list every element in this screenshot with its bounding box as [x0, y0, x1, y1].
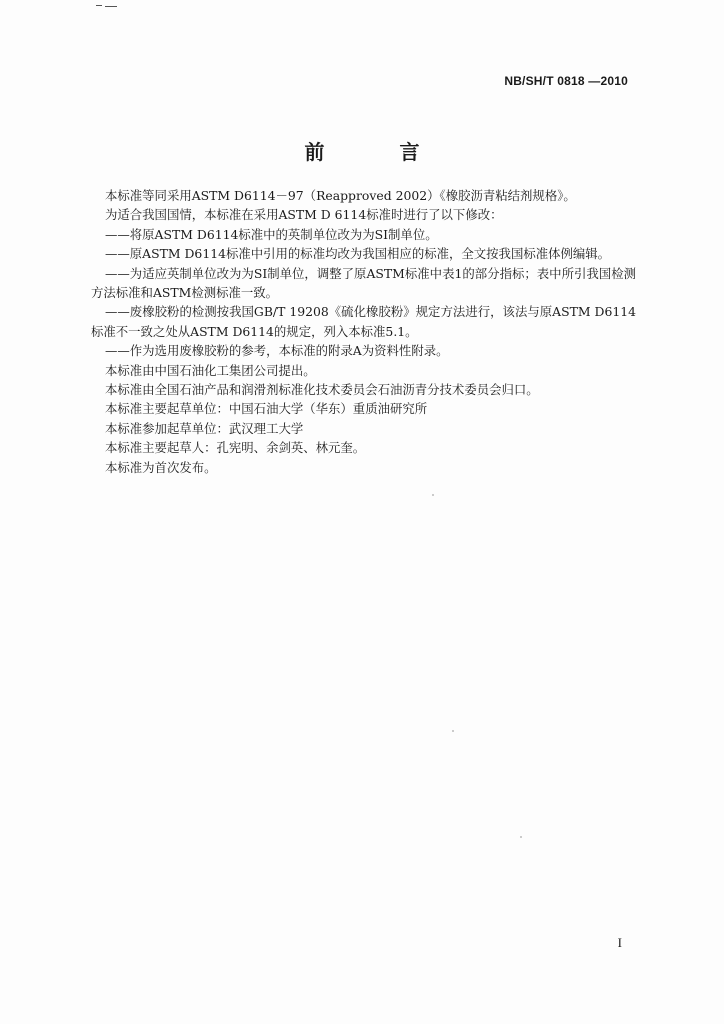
paragraph-proposer: 本标准由中国石油化工集团公司提出。 — [105, 362, 316, 378]
page-number: I — [617, 935, 622, 950]
paragraph-adoption: 本标准等同采用ASTM D6114－97（Reapproved 2002）《橡胶沥青粘结剂规格》。 — [105, 188, 576, 203]
paragraph-participating-unit: 本标准参加起草单位：武汉理工大学 — [105, 420, 304, 436]
paragraph-modification-references: ——原ASTM D6114标准中引用的标准均改为我国相应的标准，全文按我国标准体例编辑。 — [105, 246, 611, 262]
foreword-body — [91, 186, 636, 477]
standard-code: NB/SH/T 0818 —2010 — [504, 74, 628, 88]
paragraph-committee: 本标准由全国石油产品和润滑剂标准化技术委员会石油沥青分技术委员会归口。 — [105, 382, 539, 398]
scan-speck — [520, 836, 522, 838]
paragraph-modification-table: ——为适应英制单位改为为SI制单位，调整了原ASTM标准中表1的部分指标；表中所引我国检测方法标准和ASTM检测标准一致。 — [91, 265, 636, 301]
scan-artifact — [96, 4, 118, 8]
paragraph-modifications-intro: 为适合我国国情，本标准在采用ASTM D 6114标准时进行了以下修改： — [105, 207, 503, 223]
scan-speck — [432, 494, 434, 496]
page-title: 前 言 — [304, 140, 454, 164]
scan-speck — [452, 730, 454, 732]
paragraph-first-release: 本标准为首次发布。 — [105, 459, 217, 475]
paragraph-drafters: 本标准主要起草人：孔宪明、余剑英、林元奎。 — [105, 440, 366, 456]
paragraph-modification-rubber-powder: ——废橡胶粉的检测按我国GB/T 19208《硫化橡胶粉》规定方法进行，该法与原ASTM D6114标准不一致之处从ASTM D6114的规定，列入本标准5.1。 — [91, 304, 636, 339]
paragraph-main-drafting-unit: 本标准主要起草单位：中国石油大学（华东）重质油研究所 — [105, 401, 428, 417]
paragraph-modification-units: ——将原ASTM D6114标准中的英制单位改为为SI制单位。 — [105, 226, 438, 242]
paragraph-modification-annex: ——作为选用废橡胶粉的参考，本标准的附录A为资料性附录。 — [105, 343, 449, 359]
